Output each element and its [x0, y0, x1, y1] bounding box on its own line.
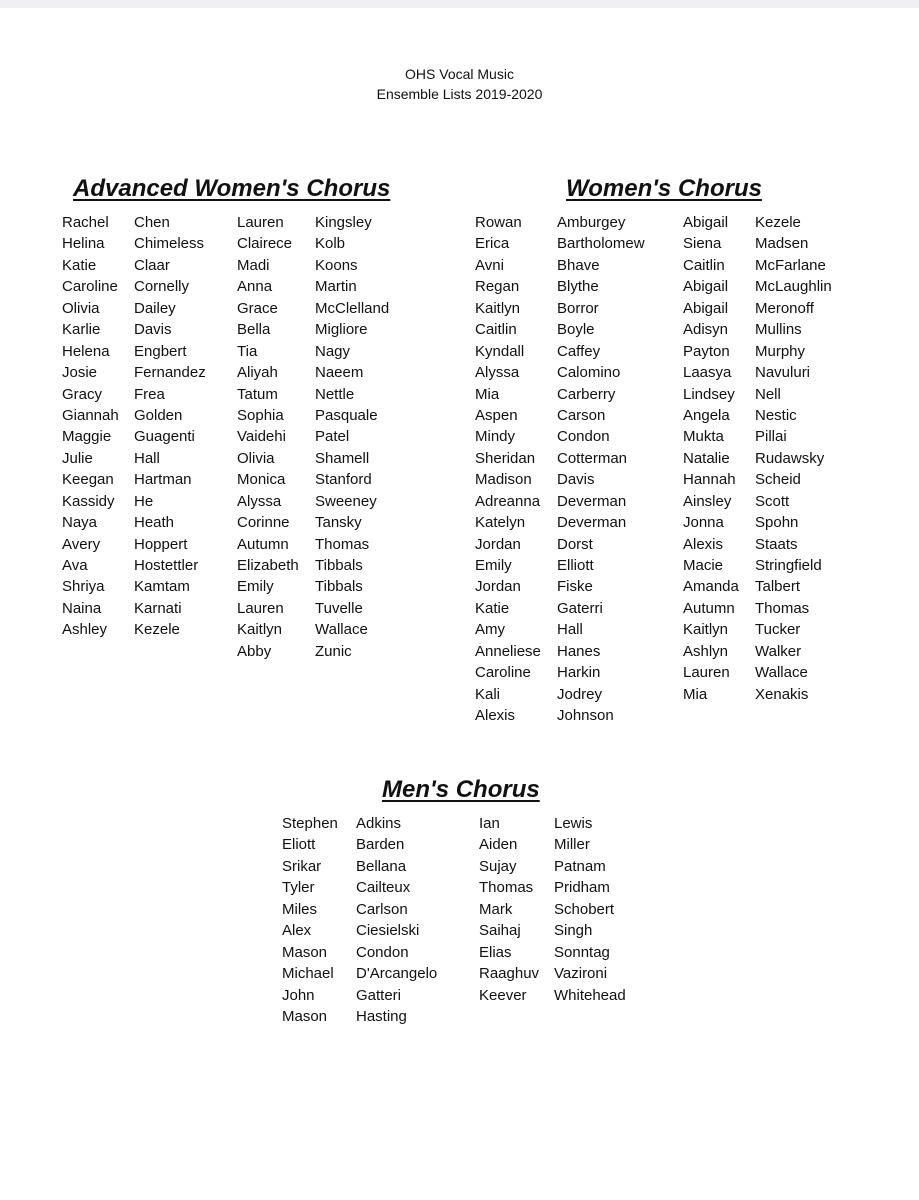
first-name: Caitlin [475, 321, 517, 339]
first-name: Ashley [62, 621, 108, 639]
last-name: Zunic [315, 642, 352, 660]
first-name: Kaitlyn [237, 621, 283, 639]
last-name: Chen [134, 214, 170, 231]
first-name: John [282, 986, 315, 1004]
first-name-column [479, 813, 539, 1006]
last-name: Kamtam [134, 578, 190, 596]
first-name: Katie [62, 256, 97, 274]
last-name: Kezele [755, 214, 801, 231]
last-name: D'Arcangelo [356, 965, 438, 983]
first-name: Amy [475, 621, 505, 639]
first-name-column [237, 212, 299, 662]
mens-chorus-section [282, 775, 662, 1035]
last-name: Carson [557, 406, 606, 424]
last-name: Meronoff [755, 299, 814, 317]
last-name: Harkin [557, 664, 601, 682]
last-name: Kingsley [315, 214, 372, 231]
first-name: Miles [282, 900, 318, 918]
first-name: Olivia [62, 299, 100, 317]
first-name: Stephen [282, 815, 338, 832]
first-name: Siena [683, 235, 722, 253]
first-name: Kali [475, 685, 501, 703]
first-name: Bella [237, 321, 271, 339]
first-name: Ashlyn [683, 642, 729, 660]
first-name: Elias [479, 943, 512, 961]
last-name: Scott [755, 492, 790, 510]
last-name: Hasting [356, 1007, 407, 1025]
first-name: Madi [237, 256, 270, 274]
last-name: Walker [755, 642, 802, 660]
last-name: Madsen [755, 235, 809, 253]
last-name: Davis [134, 321, 172, 339]
last-name: Cailteux [356, 879, 411, 897]
first-name: Raaghuv [479, 965, 540, 983]
first-name: Autumn [237, 535, 289, 553]
last-name: Vazironi [554, 965, 608, 983]
last-name: Sweeney [315, 492, 377, 510]
first-name: Keever [479, 986, 527, 1004]
last-name-column [134, 212, 206, 641]
last-name-column [554, 813, 626, 1006]
first-name: Shriya [62, 578, 105, 596]
first-name: Caroline [62, 278, 118, 296]
last-name: Deverman [557, 514, 627, 532]
first-name: Macie [683, 557, 724, 574]
last-name-column [356, 813, 437, 1027]
last-name: Murphy [755, 342, 806, 360]
first-name: Avni [475, 256, 504, 274]
header-line-2: Ensemble Lists 2019-2020 [376, 86, 543, 102]
last-name-column [755, 212, 832, 705]
document-header [0, 64, 919, 104]
last-name: Rudawsky [755, 449, 825, 467]
first-name: Kaitlyn [475, 299, 521, 317]
last-name: Caffey [557, 342, 601, 360]
first-name: Mason [282, 943, 328, 961]
first-name: Ian [479, 815, 500, 832]
last-name: Condon [557, 428, 610, 446]
first-name: Mukta [683, 428, 724, 446]
last-name: Tibbals [315, 578, 363, 596]
first-name: Aliyah [237, 364, 278, 382]
last-name: Hoppert [134, 535, 188, 553]
last-name: Talbert [755, 578, 801, 596]
first-name: Alexis [683, 535, 724, 553]
last-name: Tucker [755, 621, 801, 639]
first-name: Jordan [475, 535, 521, 553]
first-name: Tyler [282, 879, 315, 897]
last-name: Naeem [315, 364, 364, 382]
first-name: Josie [62, 364, 98, 382]
first-name: Saihaj [479, 922, 521, 940]
first-name: Mia [475, 385, 500, 403]
last-name: Nettle [315, 385, 355, 403]
first-name: Ainsley [683, 492, 732, 510]
first-name-column [62, 212, 119, 641]
last-name: Whitehead [554, 986, 626, 1004]
first-name: Katelyn [475, 514, 526, 532]
first-name: Emily [237, 578, 274, 596]
first-name: Alexis [475, 707, 516, 725]
last-name: Ciesielski [356, 922, 420, 940]
first-name: Naina [62, 599, 102, 617]
last-name: Amburgey [557, 214, 626, 231]
last-name: Bhave [557, 256, 600, 274]
last-name: Pridham [554, 879, 610, 897]
last-name: Scheid [755, 471, 801, 489]
first-name: Grace [237, 299, 278, 317]
last-name: Nagy [315, 342, 351, 360]
first-name: Julie [62, 449, 93, 467]
first-name: Hannah [683, 471, 736, 489]
last-name: Wallace [315, 621, 368, 639]
first-name: Natalie [683, 449, 730, 467]
last-name: Fernandez [134, 364, 206, 382]
last-name: Hartman [134, 471, 192, 489]
last-name: Kolb [315, 235, 346, 253]
first-name: Alex [282, 922, 312, 940]
last-name: Dailey [134, 299, 176, 317]
first-name: Regan [475, 278, 520, 296]
first-name: Jonna [683, 514, 724, 532]
first-name: Naya [62, 514, 98, 532]
first-name: Kyndall [475, 342, 525, 360]
last-name: Gaterri [557, 599, 603, 617]
first-name: Autumn [683, 599, 735, 617]
last-name: Cornelly [134, 278, 190, 296]
first-name: Kaitlyn [683, 621, 729, 639]
first-name: Srikar [282, 857, 322, 875]
last-name: McLaughlin [755, 278, 832, 296]
first-name: Aspen [475, 406, 518, 424]
last-name: Chimeless [134, 235, 205, 253]
last-name: Bellana [356, 857, 407, 875]
last-name: Guagenti [134, 428, 195, 446]
first-name: Lauren [237, 599, 284, 617]
last-name: Jodrey [557, 685, 603, 703]
last-name: Koons [315, 256, 358, 274]
last-name: Elliott [557, 557, 594, 574]
first-name: Abigail [683, 278, 729, 296]
first-name: Rachel [62, 214, 109, 231]
last-name: Spohn [755, 514, 799, 532]
last-name: Hall [134, 449, 160, 467]
first-name: Elizabeth [237, 557, 299, 574]
last-name: Bartholomew [557, 235, 645, 253]
first-name: Caroline [475, 664, 531, 682]
first-name: Alyssa [237, 492, 282, 510]
last-name: Davis [557, 471, 595, 489]
last-name: Deverman [557, 492, 627, 510]
first-name: Lindsey [683, 385, 735, 403]
first-name: Abby [237, 642, 272, 660]
first-name: Thomas [479, 879, 534, 897]
header-line-1: OHS Vocal Music [405, 66, 514, 82]
last-name: He [134, 492, 154, 510]
first-name: Angela [683, 406, 730, 424]
top-bar [0, 0, 919, 8]
last-name: Carlson [356, 900, 408, 918]
last-name-column [315, 212, 389, 662]
last-name: Pillai [755, 428, 787, 446]
last-name: Hostettler [134, 557, 199, 574]
first-name: Eliott [282, 836, 316, 854]
first-name: Payton [683, 342, 730, 360]
first-name: Lauren [237, 214, 284, 231]
first-name: Emily [475, 557, 512, 574]
first-name: Caitlin [683, 256, 725, 274]
last-name-column [557, 212, 645, 727]
last-name: Frea [134, 385, 165, 403]
first-name: Sujay [479, 857, 517, 875]
last-name: Wallace [755, 664, 808, 682]
first-name: Michael [282, 965, 334, 983]
first-name: Adisyn [683, 321, 729, 339]
last-name: Kezele [134, 621, 180, 639]
first-name: Abigail [683, 214, 729, 231]
last-name: Johnson [557, 707, 614, 725]
last-name: Engbert [134, 342, 187, 360]
last-name: Golden [134, 406, 183, 424]
first-name-column [475, 212, 541, 727]
last-name: Schobert [554, 900, 615, 918]
first-name: Corinne [237, 514, 290, 532]
womens-chorus-section [475, 174, 855, 734]
last-name: Shamell [315, 449, 370, 467]
last-name: Stanford [315, 471, 372, 489]
last-name: Singh [554, 922, 593, 940]
first-name: Alyssa [475, 364, 520, 382]
first-name: Ava [62, 557, 88, 574]
first-name: Clairece [237, 235, 293, 253]
section-title: Men's Chorus [382, 776, 540, 803]
first-name: Kassidy [62, 492, 115, 510]
last-name: Condon [356, 943, 409, 961]
last-name: McClelland [315, 299, 390, 317]
first-name: Mia [683, 685, 708, 703]
first-name: Anna [237, 278, 273, 296]
first-name: Tia [237, 342, 258, 360]
first-name: Keegan [62, 471, 114, 489]
first-name: Amanda [683, 578, 739, 596]
first-name: Olivia [237, 449, 275, 467]
last-name: Blythe [557, 278, 599, 296]
last-name: Heath [134, 514, 175, 532]
first-name: Maggie [62, 428, 112, 446]
first-name: Adreanna [475, 492, 541, 510]
advanced-womens-chorus-section [62, 174, 422, 660]
last-name: Lewis [554, 815, 593, 832]
first-name: Lauren [683, 664, 730, 682]
first-name: Jordan [475, 578, 521, 596]
last-name: Migliore [315, 321, 368, 339]
first-name: Madison [475, 471, 532, 489]
first-name: Sophia [237, 406, 284, 424]
last-name: Dorst [557, 535, 593, 553]
last-name: Borror [557, 299, 599, 317]
first-name: Erica [475, 235, 510, 253]
last-name: Xenakis [755, 685, 809, 703]
last-name: Patel [315, 428, 350, 446]
last-name: Hanes [557, 642, 601, 660]
last-name: Carberry [557, 385, 616, 403]
first-name: Helena [62, 342, 110, 360]
first-name-column [282, 813, 338, 1027]
last-name: Stringfield [755, 557, 822, 574]
first-name: Mason [282, 1007, 328, 1025]
last-name: Nestic [755, 406, 797, 424]
last-name: Mullins [755, 321, 802, 339]
last-name: Karnati [134, 599, 182, 617]
first-name: Karlie [62, 321, 101, 339]
last-name: Nell [755, 385, 781, 403]
first-name: Katie [475, 599, 510, 617]
last-name: Claar [134, 256, 170, 274]
first-name: Sheridan [475, 449, 536, 467]
last-name: Hall [557, 621, 583, 639]
first-name: Rowan [475, 214, 522, 231]
first-name-column [683, 212, 739, 705]
first-name: Giannah [62, 406, 119, 424]
last-name: Tibbals [315, 557, 363, 574]
last-name: Gatteri [356, 986, 402, 1004]
section-title: Women's Chorus [566, 175, 762, 202]
last-name: Fiske [557, 578, 593, 596]
last-name: Pasquale [315, 406, 378, 424]
last-name: Barden [356, 836, 405, 854]
first-name: Monica [237, 471, 286, 489]
last-name: Patnam [554, 857, 606, 875]
first-name: Anneliese [475, 642, 541, 660]
last-name: Miller [554, 836, 590, 854]
last-name: Sonntag [554, 943, 610, 961]
last-name: Cotterman [557, 449, 628, 467]
last-name: Staats [755, 535, 798, 553]
first-name: Helina [62, 235, 105, 253]
last-name: McFarlane [755, 256, 826, 274]
first-name: Laasya [683, 364, 732, 382]
last-name: Tansky [315, 514, 362, 532]
first-name: Gracy [62, 385, 103, 403]
last-name: Adkins [356, 815, 402, 832]
first-name: Tatum [237, 385, 278, 403]
first-name: Abigail [683, 299, 729, 317]
last-name: Tuvelle [315, 599, 363, 617]
last-name: Navuluri [755, 364, 811, 382]
first-name: Avery [62, 535, 101, 553]
last-name: Thomas [315, 535, 370, 553]
first-name: Vaidehi [237, 428, 286, 446]
last-name: Boyle [557, 321, 595, 339]
last-name: Calomino [557, 364, 621, 382]
last-name: Thomas [755, 599, 810, 617]
last-name: Martin [315, 278, 357, 296]
first-name: Mindy [475, 428, 516, 446]
first-name: Aiden [479, 836, 518, 854]
first-name: Mark [479, 900, 513, 918]
section-title: Advanced Women's Chorus [73, 175, 391, 202]
